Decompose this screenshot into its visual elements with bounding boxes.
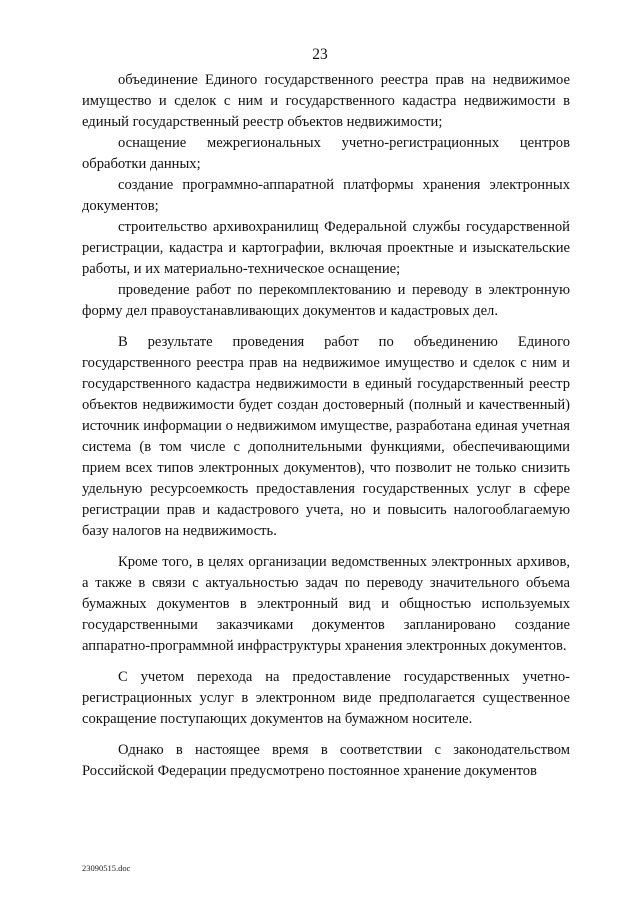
paragraph-results: В результате проведения работ по объединению Единого государственного реестра прав на недвижимое имущество и сделок с ним и государственного кадастра недвижимости в единый государственный реестр объектов недвижимости будет создан достоверный (полный и качественный) источник информации о недвижимом имуществе, разработана единая учетная система (в том числе с дополнительными функциями, обеспечивающими прием всех типов электронных документов), что позволит не только снизить удельную ресурсоемкость предоставления государственных услуг в сфере регистрации прав и кадастрового учета, но и повысить налогооблагаемую базу налогов на недвижимость. <box>82 334 570 539</box>
paragraph-list-item-3: создание программно-аппаратной платформы хранения электронных документов; <box>82 177 570 214</box>
paragraph-electronic-services: С учетом перехода на предоставление государственных учетно-регистрационных услуг в электронном виде предполагается существенное сокращение поступающих документов на бумажном носителе. <box>82 669 570 727</box>
footer-filename: 23090515.doc <box>82 863 131 873</box>
paragraph-list-item-4: строительство архивохранилищ Федеральной службы государственной регистрации, кадастра и картографии, включая проектные и изыскательские работы, и их материально-техническое оснащение; <box>82 219 570 277</box>
paragraph-list-item-1: объединение Единого государственного реестра прав на недвижимое имущество и сделок с ним и государственного кадастра недвижимости в единый государственный реестр объектов недвижимости; <box>82 72 570 130</box>
paragraph-list-item-5: проведение работ по перекомплектованию и переводу в электронную форму дел правоустанавливающих документов и кадастровых дел. <box>82 282 570 319</box>
paragraph-list-item-2: оснащение межрегиональных учетно-регистрационных центров обработки данных; <box>82 135 570 172</box>
document-body <box>82 70 570 782</box>
page-number: 23 <box>312 46 328 63</box>
paragraph-legislation: Однако в настоящее время в соответствии с законодательством Российской Федерации предусмотрено постоянное хранение документов <box>82 742 570 779</box>
paragraph-archives: Кроме того, в целях организации ведомственных электронных архивов, а также в связи с актуальностью задач по переводу значительного объема бумажных документов в электронный вид и общностью используемых государственными заказчиками документов запланировано создание аппаратно-программной инфраструктуры хранения электронных документов. <box>82 554 570 654</box>
